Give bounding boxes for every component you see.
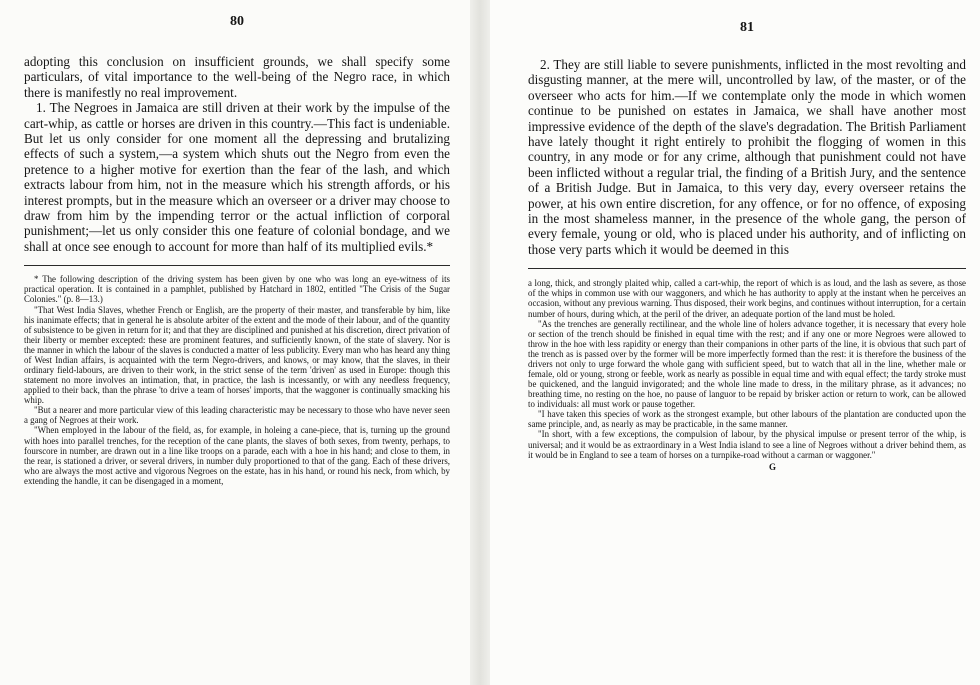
footnote: "In short, with a few exceptions, the compulsion of labour, by the physical impulse or present terror of the whip, is universal; and it would be as extraordinary in a West India island to see a line of Negroes without a driver behind them, as it would be in England to see a team of horses on a turnpike-road without a carman or waggoner." <box>528 429 966 460</box>
page-number: 80 <box>230 14 244 29</box>
paragraph: 2. They are still liable to severe punishments, inflicted in the most revolting and disgusting manner, at the mere will, uncontrolled by law, of the master, or of the overseer who acts for him.—If we contemplate only the mode in which women continue to be punished on estates in Jamaica, we shall have another most impressive evidence of the depth of the slave's degradation. The British Parliament have lately thought it right entirely to prohibit the flogging of women in this country, in any mode or for any crime, although that punishment could not have been inflicted without a regular trial, the finding of a British Jury, and the sentence of a British Judge. But in Jamaica, to this very day, every overseer retains the power, at his own entire discretion, for any offence, or for no offence, of exposing in the most shameless manner, in the presence of the whole gang, the person of every female, young or old, who is placed under his authority, and of inflicting on those very parts which it would be deemed in this <box>528 57 966 257</box>
book-gutter <box>470 0 490 685</box>
main-text <box>24 54 450 254</box>
paragraph: adopting this conclusion on insufficient grounds, we shall specify some particulars, of vital importance to the well-being of the Negro race, in which there is manifestly no real improvement. <box>24 54 450 100</box>
footnote-rule <box>528 268 966 269</box>
footnote: "As the trenches are generally rectilinear, and the whole line of holers advance together, it is necessary that every hole or section of the trench should be finished in equal time with the rest; and if any one or more Negroes were allowed to throw in the hoe with less rapidity or energy than their companions in other parts of the line, it is obvious that such part of the trench as is passed over by the former will be more imperfectly formed than the rest: it is therefore the business of the drivers not only to urge forward the whole gang with sufficient speed, but to watch that all in the line, whether male or female, old or young, strong or feeble, work as nearly as possible in equal time and with equal effect; the tardy stroke must be quickened, and the languid invigorated; and the whole line made to dress, in the military phrase, as it advances; no breathing time, no resting on the hoe, no pause of languor to be repaid by brisker action or return to work, can be allowed to individuals: all must work or pause together. <box>528 318 966 410</box>
left-page <box>0 0 470 685</box>
footnote: "But a nearer and more particular view of this leading characteristic may be necessary to those who have never seen a gang of Negroes at their work. <box>24 405 450 426</box>
paragraph: 1. The Negroes in Jamaica are still driven at their work by the impulse of the cart-whip, as cattle or horses are driven in this country.—This fact is undeniable. But let us only consider for one moment all the depressing and brutalizing effects of such a system,—a system which shuts out the Negro from even the pretence to a higher motive for exertion than the fear of the lash, and which extracts labour from him, not in the measure which his strength affords, or his interest prompts, but in the measure which an overseer or a driver may choose to draw from him by the impending terror or the actual infliction of corporal punishment;—let us only consider this one feature of colonial bondage, and we shall at once see enough to account for more than half of its multiplied evils.* <box>24 100 450 254</box>
signature-mark: G <box>768 461 776 472</box>
footnote-rule <box>24 265 450 266</box>
main-text <box>528 57 966 257</box>
footnote: "When employed in the labour of the field, as, for example, in holeing a cane-piece, that is, turning up the ground with hoes into parallel trenches, for the reception of the cane plants, the slaves of both sexes, from twenty, perhaps, to fourscore in number, are drawn out in a line like troops on a parade, each with a hoe in his hand; and close to them, in the rear, is stationed a driver, or several drivers, in number duly proportioned to that of the gang. Each of these drivers, who are always the most active and vigorous Negroes on the estate, has in his hand, or round his neck, from which, by extending the handle, it can be disengaged in a moment, <box>24 425 450 486</box>
right-page <box>490 0 980 685</box>
footnote: * The following description of the driving system has been given by one who was long an eye-witness of its practical operation. It is contained in a pamphlet, published by Hatchard in 1802, entitled "The Crisis of the Sugar Colonies." (p. 8—13.) <box>24 274 450 305</box>
footnotes <box>24 274 450 486</box>
footnote: a long, thick, and strongly plaited whip, called a cart-whip, the report of which is as loud, and the lash as severe, as those of the whips in common use with our waggoners, and which he has authority to apply at the instant when he perceives an occasion, without any previous warning. Thus disposed, their work begins, and continues without interruption, for a certain number of hours, during which, at the peril of the driver, an adequate portion of the land must be holed. <box>528 278 966 319</box>
page-number: 81 <box>740 20 754 35</box>
footnote: "That West India Slaves, whether French or English, are the property of their master, and transferable by him, like his inanimate effects; that in general he is absolute arbiter of the extent and the mode of their labour, and of the quantity of subsistence to be given in return for it; and that they are disciplined and punished at his discretion, direct privation of their liberty or member excepted: these are prominent features, and sufficiently known, of the state of slavery. Nor is the manner in which the labour of the slaves is conducted a matter of less publicity. Every man who has heard any thing of West Indian affairs, is acquainted with the term Negro-drivers, and knows, or may know, that the slaves, in their ordinary field-labours, are driven to their work, in the strict sense of the term 'driven' as used in Europe: though this statement no more involves an intimation, that, in practice, the lash is incessantly, or with any needless frequency, applied to their back, than the phrase 'to drive a team of horses' imports, that the waggoner is continually smacking his whip. <box>24 304 450 406</box>
footnotes <box>528 278 966 459</box>
footnote: "I have taken this species of work as the strongest example, but other labours of the plantation are conducted upon the same principle, and, as nearly as may be practicable, in the same manner. <box>528 409 966 430</box>
